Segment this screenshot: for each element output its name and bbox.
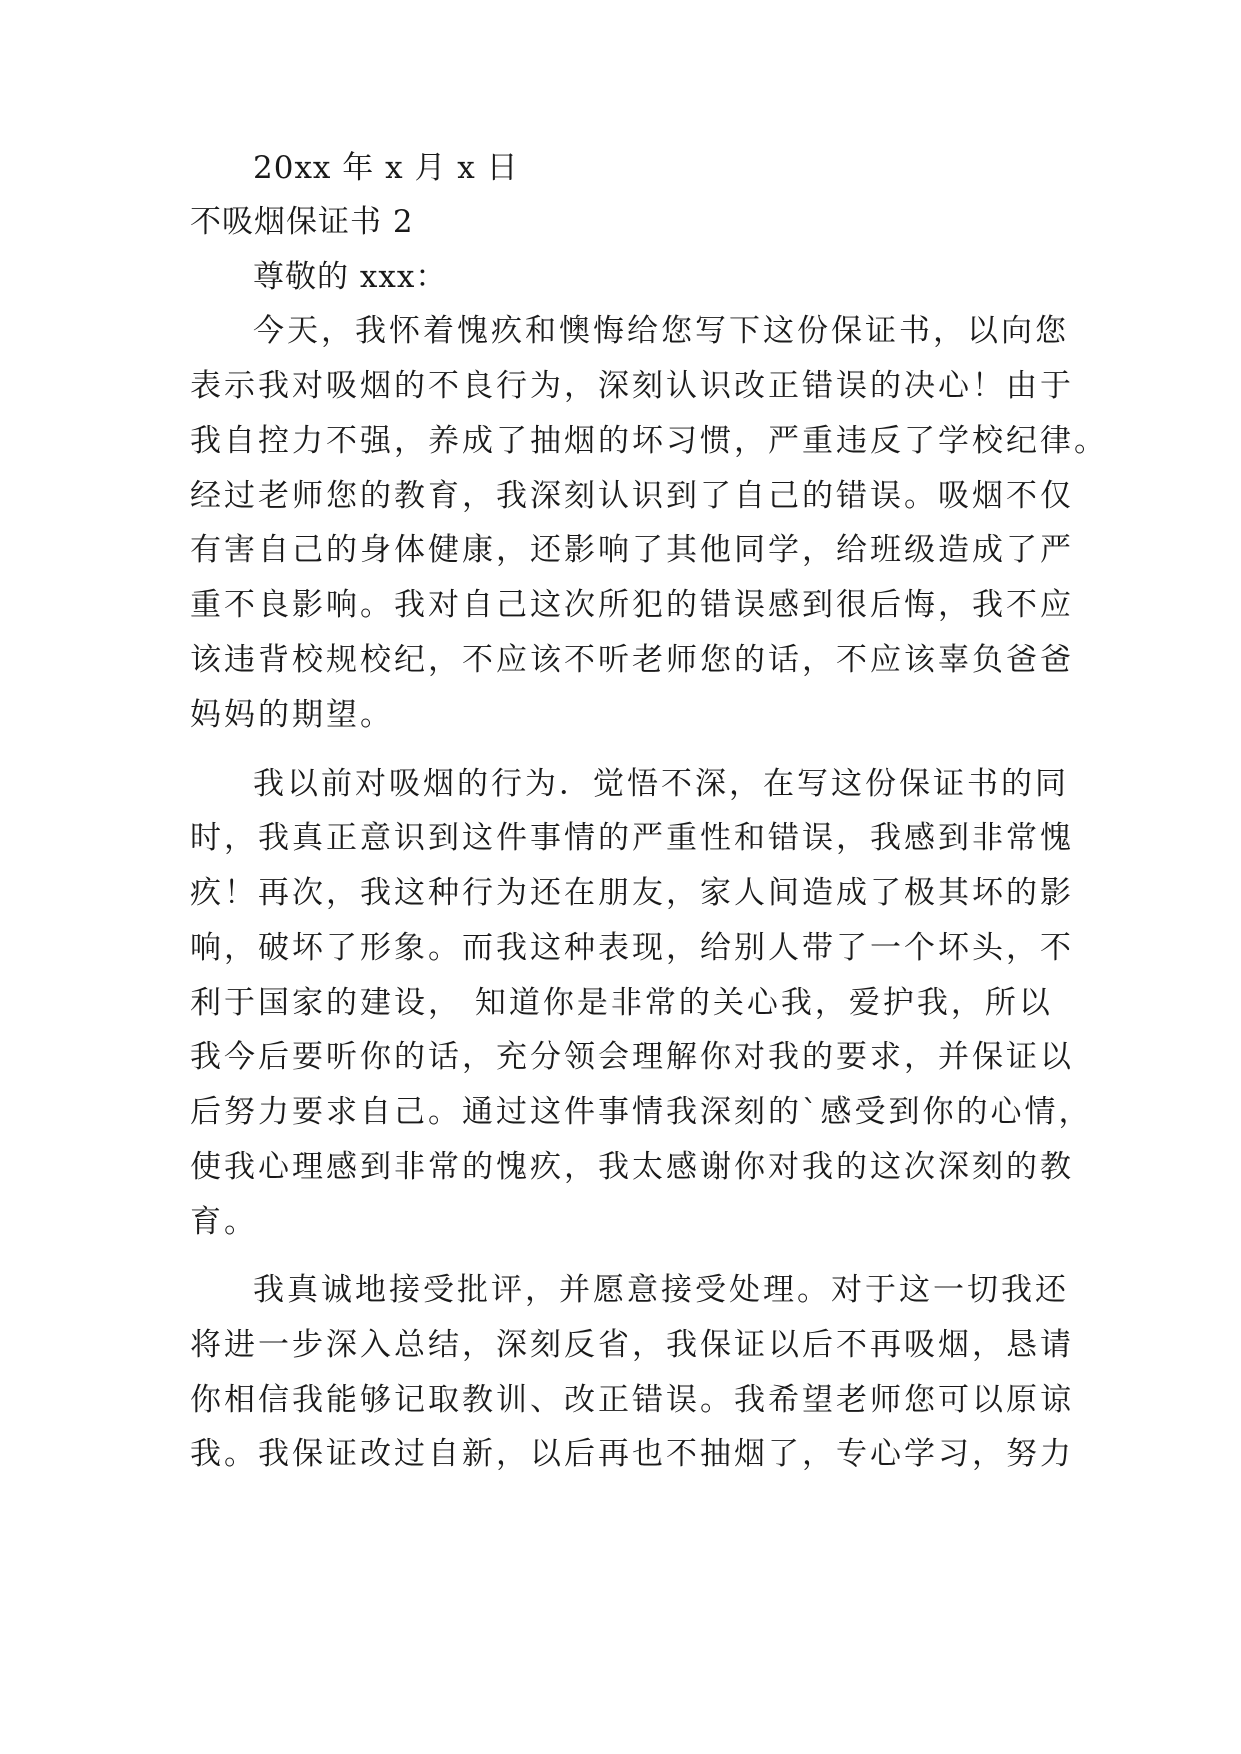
body-line: 我以前对吸烟的行为．觉悟不深，在写这份保证书的同 — [253, 766, 1069, 802]
body-line: 你相信我能够记取教训、改正错误。我希望老师您可以原谅 — [190, 1382, 1074, 1418]
body-line: 我。我保证改过自新，以后再也不抽烟了，专心学习，努力 — [190, 1436, 1074, 1472]
date-line: 20xx 年 x 月 x 日 — [253, 150, 519, 186]
body-line: 我自控力不强，养成了抽烟的坏习惯，严重违反了学校纪律。 — [190, 423, 1108, 459]
body-line: 妈妈的期望。 — [190, 697, 394, 733]
body-line: 利于国家的建设， 知道你是非常的关心我，爱护我，所以 — [190, 985, 1053, 1021]
body-line: 我真诚地接受批评，并愿意接受处理。对于这一切我还 — [253, 1272, 1069, 1308]
body-line: 使我心理感到非常的愧疚，我太感谢你对我的这次深刻的教 — [190, 1149, 1074, 1185]
salutation: 尊敬的 xxx： — [253, 259, 448, 295]
body-line: 表示我对吸烟的不良行为，深刻认识改正错误的决心！由于 — [190, 368, 1074, 404]
body-line: 有害自己的身体健康，还影响了其他同学，给班级造成了严 — [190, 532, 1074, 568]
body-line: 该违背校规校纪，不应该不听老师您的话，不应该辜负爸爸 — [190, 642, 1074, 678]
body-line: 疚！再次，我这种行为还在朋友，家人间造成了极其坏的影 — [190, 875, 1074, 911]
document-title: 不吸烟保证书 2 — [190, 204, 414, 240]
body-line: 后努力要求自己。通过这件事情我深刻的`感受到你的心情， — [190, 1094, 1093, 1130]
body-line: 经过老师您的教育，我深刻认识到了自己的错误。吸烟不仅 — [190, 478, 1074, 514]
body-line: 时，我真正意识到这件事情的严重性和错误，我感到非常愧 — [190, 820, 1074, 856]
body-line: 我今后要听你的话，充分领会理解你对我的要求，并保证以 — [190, 1039, 1074, 1075]
body-line: 今天，我怀着愧疚和懊悔给您写下这份保证书，以向您 — [253, 313, 1069, 349]
body-line: 响，破坏了形象。而我这种表现，给别人带了一个坏头，不 — [190, 930, 1074, 966]
body-line: 重不良影响。我对自己这次所犯的错误感到很后悔，我不应 — [190, 587, 1074, 623]
body-line: 将进一步深入总结，深刻反省，我保证以后不再吸烟，恳请 — [190, 1327, 1074, 1363]
body-line: 育。 — [190, 1204, 258, 1240]
